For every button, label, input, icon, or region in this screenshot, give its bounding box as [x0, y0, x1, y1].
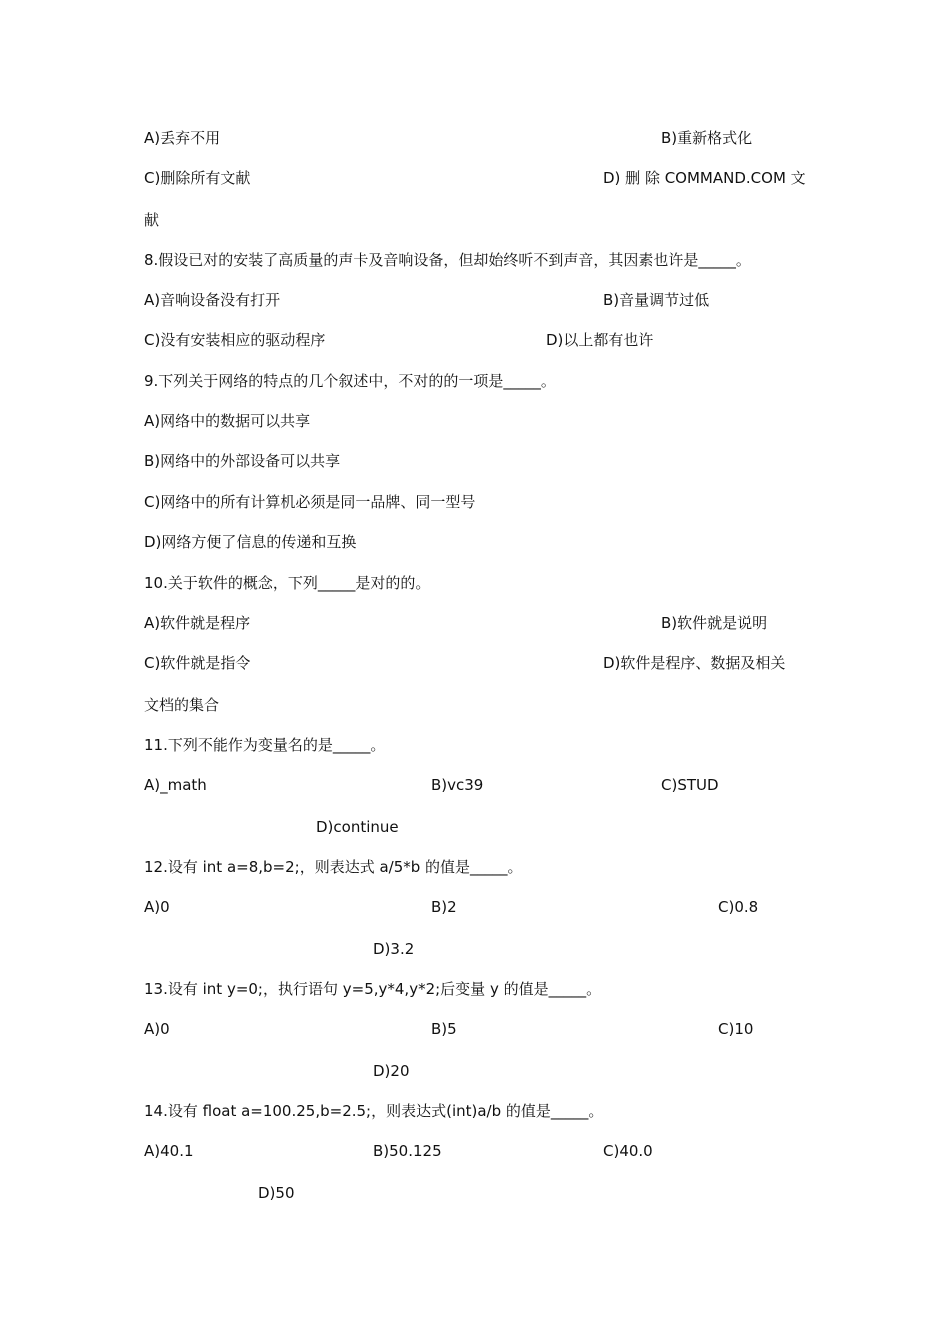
- option-c: C)40.0: [603, 1142, 653, 1160]
- question-10: 10.关于软件的概念，下列_____是对的的。: [144, 574, 431, 592]
- option-d: D)3.2: [373, 940, 415, 958]
- option-d-continued: 文档的集合: [144, 696, 220, 714]
- option-a: A)0: [144, 898, 170, 916]
- option-a: A)40.1: [144, 1142, 194, 1160]
- option-c: C)10: [718, 1020, 754, 1038]
- question-14: 14.设有 float a=100.25,b=2.5;，则表达式(int)a/b 的值是_____。: [144, 1102, 604, 1120]
- option-d: D)网络方便了信息的传递和互换: [144, 533, 357, 551]
- option-d: D)以上都有也许: [546, 331, 654, 349]
- option-b: B)vc39: [431, 776, 484, 794]
- option-a: A)软件就是程序: [144, 614, 251, 632]
- question-9: 9.下列关于网络的特点的几个叙述中，不对的的一项是_____。: [144, 372, 556, 390]
- option-d: D)20: [373, 1062, 410, 1080]
- option-b: B)50.125: [373, 1142, 442, 1160]
- question-8: 8.假设已对的安装了高质量的声卡及音响设备，但却始终听不到声音，其因素也许是_____。: [144, 251, 751, 269]
- question-12: 12.设有 int a=8,b=2;，则表达式 a/5*b 的值是_____。: [144, 858, 523, 876]
- option-c: C)0.8: [718, 898, 759, 916]
- option-d: D)50: [258, 1184, 295, 1202]
- option-b: B)重新格式化: [661, 129, 753, 147]
- option-d-continued: 献: [144, 211, 160, 229]
- option-d: D) 删 除 COMMAND.COM 文: [603, 169, 806, 187]
- option-b: B)音量调节过低: [603, 291, 710, 309]
- option-b: B)2: [431, 898, 457, 916]
- option-a: A)_math: [144, 776, 207, 794]
- question-11: 11.下列不能作为变量名的是_____。: [144, 736, 386, 754]
- option-c: C)STUD: [661, 776, 719, 794]
- option-a: A)音响设备没有打开: [144, 291, 281, 309]
- option-b: B)网络中的外部设备可以共享: [144, 452, 341, 470]
- option-c: C)网络中的所有计算机必须是同一品牌、同一型号: [144, 493, 476, 511]
- option-c: C)软件就是指令: [144, 654, 251, 672]
- option-a: A)网络中的数据可以共享: [144, 412, 311, 430]
- option-c: C)删除所有文献: [144, 169, 251, 187]
- question-13: 13.设有 int y=0;，执行语句 y=5,y*4,y*2;后变量 y 的值是_____。: [144, 980, 602, 998]
- option-d: D)软件是程序、数据及相关: [603, 654, 786, 672]
- option-c: C)没有安装相应的驱动程序: [144, 331, 326, 349]
- option-a: A)0: [144, 1020, 170, 1038]
- option-a: A)丢弃不用: [144, 129, 221, 147]
- option-b: B)5: [431, 1020, 457, 1038]
- option-d: D)continue: [316, 818, 399, 836]
- option-b: B)软件就是说明: [661, 614, 768, 632]
